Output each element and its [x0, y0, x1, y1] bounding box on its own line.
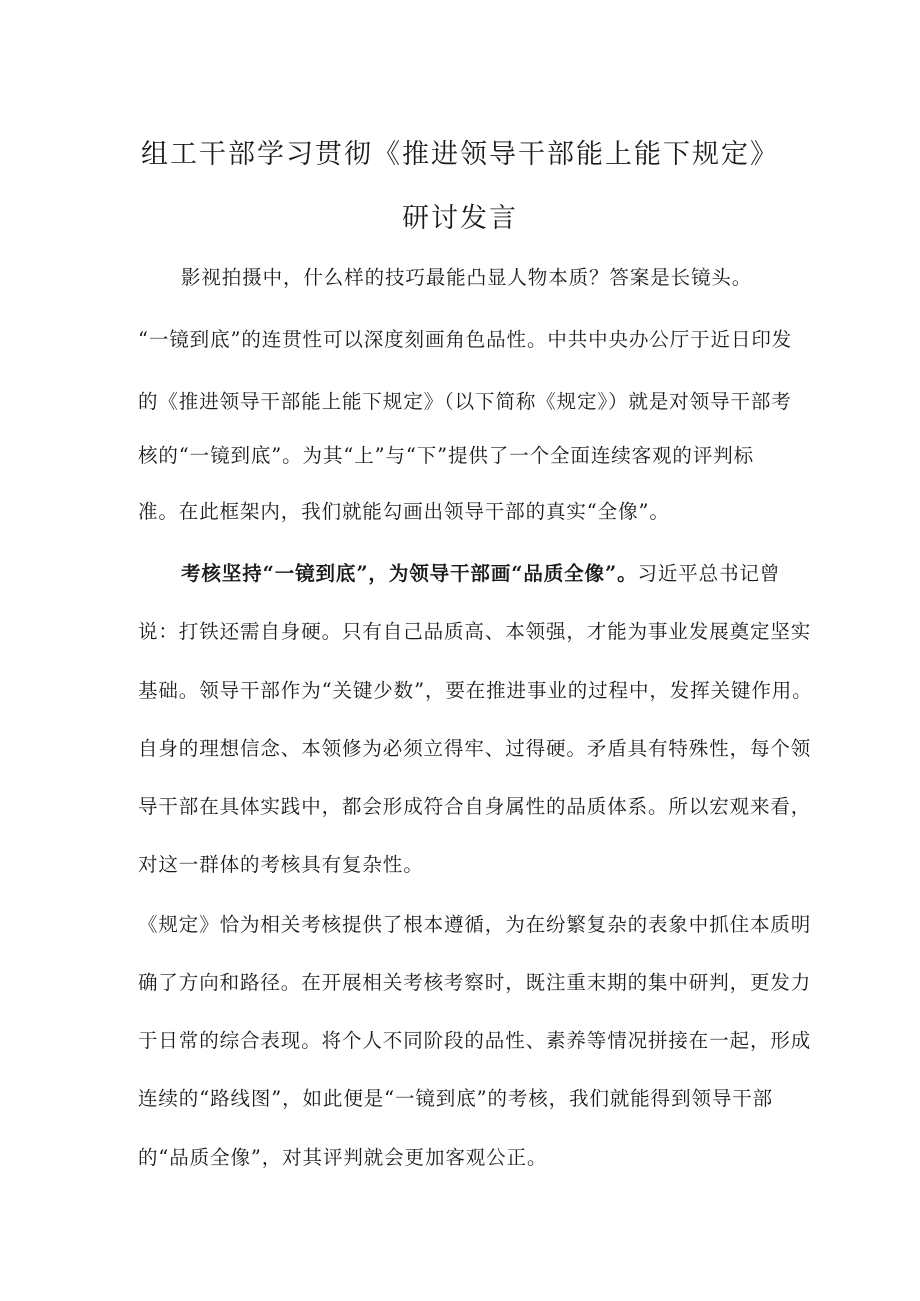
paragraph-2-line-5: 导干部在具体实践中，都会形成符合自身属性的品质体系。所以宏观来看， — [138, 795, 812, 818]
paragraph-1-line-3: 的《推进领导干部能上能下规定》（以下简称《规定》）就是对领导干部考 — [138, 390, 792, 413]
paragraph-3-line-1: 《规定》恰为相关考核提供了根本遵循，为在纷繁复杂的表象中抓住本质明 — [138, 913, 812, 936]
paragraph-2-line-1-rest: 习近平总书记曾 — [637, 562, 781, 585]
paragraph-3-line-2: 确了方向和路径。在开展相关考核考察时，既注重末期的集中研判，更发力 — [138, 971, 812, 994]
paragraph-1-line-1: 影视拍摄中，什么样的技巧最能凸显人物本质？答案是长镜头。 — [181, 266, 753, 289]
paragraph-3-line-5: 的“品质全像”，对其评判就会更加客观公正。 — [138, 1146, 548, 1169]
paragraph-2-line-4: 自身的理想信念、本领修为必须立得牢、过得硬。矛盾具有特殊性，每个领 — [138, 737, 812, 760]
paragraph-2-line-6: 对这一群体的考核具有复杂性。 — [138, 853, 424, 876]
paragraph-2-line-1 — [181, 558, 798, 586]
paragraph-1-line-5: 准。在此框架内，我们就能勾画出领导干部的真实“全像”。 — [138, 500, 670, 523]
paragraph-2-line-2: 说：打铁还需自身硬。只有自己品质高、本领强，才能为事业发展奠定坚实 — [138, 620, 812, 643]
paragraph-1-line-4: 核的“一镜到底”。为其“上”与“下”提供了一个全面连续客观的评判标 — [138, 444, 755, 467]
paragraph-2-line-3: 基础。领导干部作为“关键少数”，要在推进事业的过程中，发挥关键作用。 — [138, 679, 813, 702]
paragraph-1-line-2: “一镜到底”的连贯性可以深度刻画角色品性。中共中央办公厅于近日印发 — [138, 328, 793, 351]
document-subtitle: 研讨发言 — [402, 203, 518, 234]
paragraph-3-line-3: 于日常的综合表现。将个人不同阶段的品性、素养等情况拼接在一起，形成 — [138, 1029, 812, 1052]
document-title: 组工干部学习贯彻《推进领导干部能上能下规定》 — [141, 139, 779, 170]
paragraph-3-line-4: 连续的“路线图”，如此便是“一镜到底”的考核，我们就能得到领导干部 — [138, 1087, 774, 1110]
paragraph-2-heading: 考核坚持“一镜到底”，为领导干部画“品质全像”。 — [181, 562, 638, 585]
